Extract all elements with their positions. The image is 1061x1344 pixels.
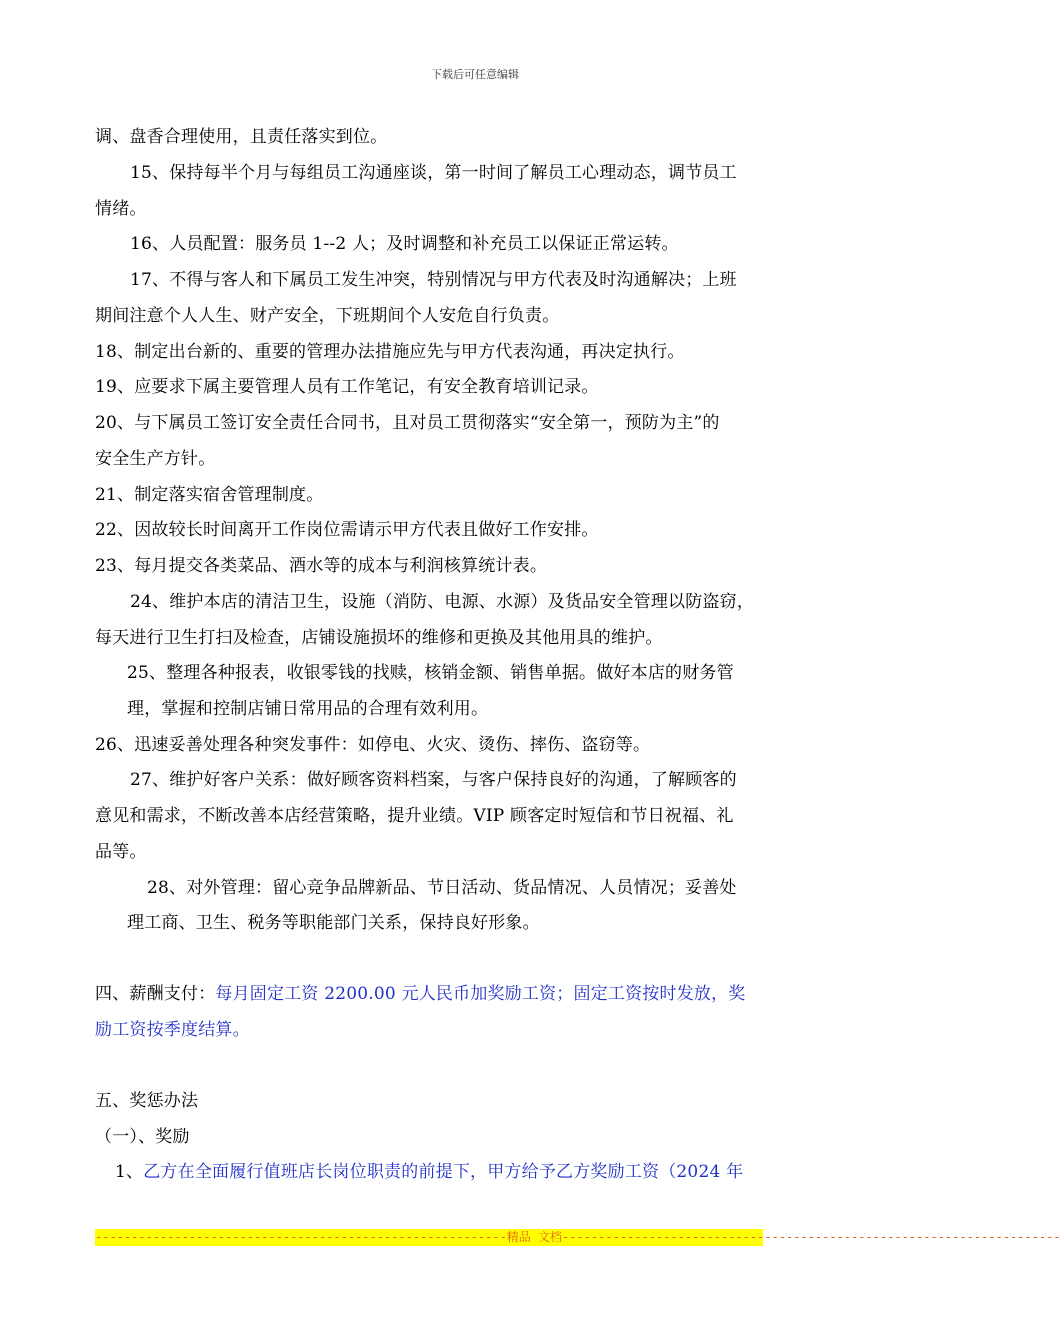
paragraph-line: 17、不得与客人和下属员工发生冲突，特别情况与甲方代表及时沟通解决；上班 xyxy=(130,270,737,290)
paragraph-line: 26、迅速妥善处理各种突发事件：如停电、火灾、烫伤、摔伤、盗窃等。 xyxy=(95,735,651,755)
paragraph-line: 期间注意个人人生、财产安全，下班期间个人安危自行负责。 xyxy=(95,306,560,326)
paragraph-line: 意见和需求，不断改善本店经营策略，提升业绩。VIP 顾客定时短信和节日祝福、礼 xyxy=(95,806,734,826)
reward-item-1 xyxy=(115,1161,743,1183)
section-heading-rewards-penalties: 五、奖惩办法 xyxy=(95,1091,199,1111)
subsection-heading-rewards: （一）、奖励 xyxy=(95,1127,190,1147)
paragraph-line: 品等。 xyxy=(95,842,147,862)
salary-label: 四、薪酬支付： xyxy=(95,984,216,1004)
paragraph-line: 理，掌握和控制店铺日常用品的合理有效利用。 xyxy=(127,699,489,719)
paragraph-line: 16、人员配置：服务员 1--2 人；及时调整和补充员工以保证正常运转。 xyxy=(130,234,679,254)
paragraph-line: 21、制定落实宿舍管理制度。 xyxy=(95,485,324,505)
paragraph-line: 27、维护好客户关系：做好顾客资料档案，与客户保持良好的沟通，了解顾客的 xyxy=(130,770,737,790)
paragraph-line: 24、维护本店的清洁卫生，设施（消防、电源、水源）及货品安全管理以防盗窃， xyxy=(130,592,755,612)
paragraph-line: 25、整理各种报表，收银零钱的找赎，核销金额、销售单据。做好本店的财务管 xyxy=(127,663,734,683)
paragraph-line: 理工商、卫生、税务等职能部门关系，保持良好形象。 xyxy=(127,913,540,933)
paragraph-line: 20、与下属员工签订安全责任合同书，且对员工贯彻落实“安全第一，预防为主”的 xyxy=(95,413,720,433)
salary-text: 每月固定工资 2200.00 元人民币加奖励工资；固定工资按时发放，奖 xyxy=(215,984,746,1004)
paragraph-line: 情绪。 xyxy=(95,199,147,219)
salary-text-continued: 励工资按季度结算。 xyxy=(95,1020,250,1040)
page-header-note: 下载后可任意编辑 xyxy=(431,68,519,81)
paragraph-line: 每天进行卫生打扫及检查，店铺设施损坏的维修和更换及其他用具的维护。 xyxy=(95,628,663,648)
paragraph-line: 19、应要求下属主要管理人员有工作笔记，有安全教育培训记录。 xyxy=(95,377,599,397)
reward-item-number: 1、 xyxy=(115,1162,144,1182)
paragraph-line: 23、每月提交各类菜品、酒水等的成本与利润核算统计表。 xyxy=(95,556,548,576)
salary-line xyxy=(95,983,746,1005)
paragraph-line: 28、对外管理：留心竞争品牌新品、节日活动、货品情况、人员情况；妥善处 xyxy=(147,878,737,898)
paragraph-line: 22、因故较长时间离开工作岗位需请示甲方代表且做好工作安排。 xyxy=(95,520,599,540)
paragraph-line: 18、制定出台新的、重要的管理办法措施应先与甲方代表沟通，再决定执行。 xyxy=(95,342,685,362)
paragraph-line: 安全生产方针。 xyxy=(95,449,216,469)
footer-banner: ---------------------------------------------------------精品 文档--------------------------------------------------------------------- xyxy=(95,1230,1061,1244)
paragraph-line: 调、盘香合理使用，且责任落实到位。 xyxy=(95,127,388,147)
paragraph-line: 15、保持每半个月与每组员工沟通座谈，第一时间了解员工心理动态，调节员工 xyxy=(130,163,737,183)
reward-item-text: 乙方在全面履行值班店长岗位职责的前提下，甲方给予乙方奖励工资（2024 年 xyxy=(143,1162,744,1182)
